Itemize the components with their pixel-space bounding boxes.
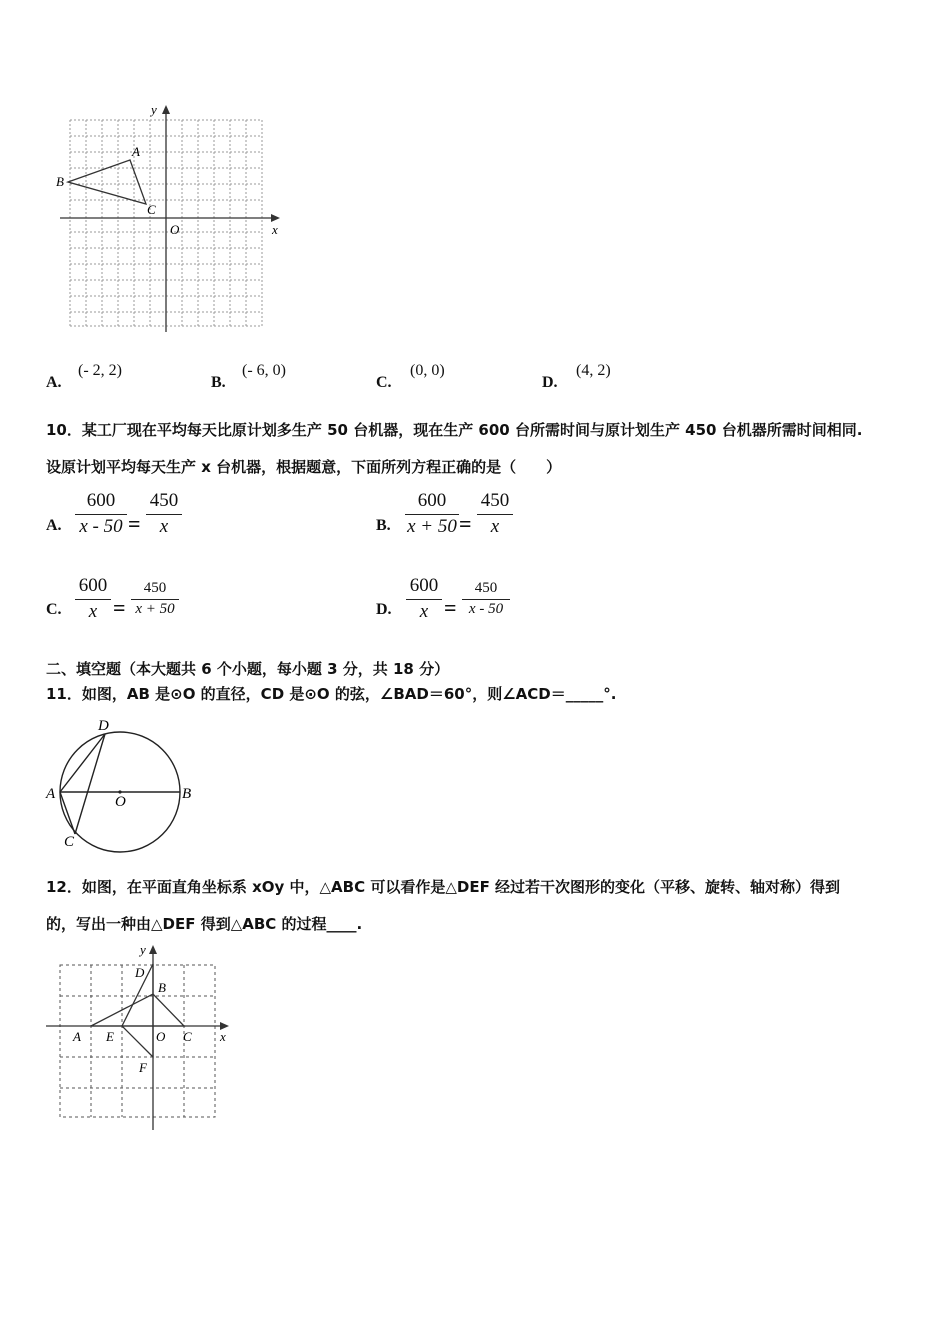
- fraction-numerator: 600: [75, 575, 111, 600]
- q10-option-a-equals: =: [128, 511, 141, 536]
- point-e-label: E: [106, 1029, 114, 1044]
- fraction-denominator: x - 50: [468, 601, 504, 617]
- fraction-denominator: x + 50: [407, 516, 457, 537]
- q10-option-c-left-fraction: [75, 575, 111, 623]
- point-b-label: B: [56, 174, 64, 189]
- point-a-label: A: [46, 786, 56, 802]
- fraction-numerator: 600: [75, 490, 127, 515]
- point-c-label: C: [147, 202, 156, 217]
- q10-text-line1: 10．某工厂现在平均每天比原计划多生产 50 台机器，现在生产 600 台所需时间与原计划生产 450 台机器所需时间相同.: [46, 421, 863, 439]
- fraction-denominator: x + 50: [135, 601, 175, 617]
- q10-option-d-left-fraction: [406, 575, 442, 623]
- q12-grid-figure: [40, 940, 240, 1135]
- q12-text-line1: 12．如图，在平面直角坐标系 xOy 中，△ABC 可以看作是△DEF 经过若干次图形的变化（平移、旋转、轴对称）得到: [46, 878, 841, 896]
- q10-text-line2: 设原计划平均每天生产 x 台机器，根据题意，下面所列方程正确的是（ ）: [46, 458, 562, 476]
- point-a-label: A: [73, 1029, 81, 1044]
- point-b-label: B: [158, 980, 166, 995]
- fraction-numerator: 600: [406, 575, 442, 600]
- q12-text-line2: 的，写出一种由△DEF 得到△ABC 的过程____.: [46, 915, 363, 933]
- y-axis-label: y: [140, 942, 146, 957]
- q10-option-d-label: D.: [376, 601, 392, 618]
- q9-option-c-value: (0, 0): [410, 362, 445, 379]
- origin-label: O: [156, 1029, 166, 1044]
- point-b-label: B: [182, 786, 192, 802]
- q9-option-b-value: (- 6, 0): [242, 362, 286, 379]
- q10-option-c-equals: =: [113, 595, 126, 620]
- center-o-label: O: [115, 794, 126, 810]
- point-c-label: C: [183, 1029, 192, 1044]
- fraction-numerator: 450: [146, 490, 182, 515]
- fraction-denominator: x: [159, 516, 169, 537]
- q9-option-d-label: D.: [542, 374, 558, 391]
- q10-option-b-left-fraction: [405, 490, 459, 538]
- fraction-denominator: x: [88, 601, 98, 622]
- x-axis-label: x: [272, 222, 278, 237]
- point-c-label: C: [64, 834, 75, 850]
- point-f-label: F: [139, 1060, 147, 1075]
- fraction-numerator: 450: [131, 580, 179, 600]
- q9-option-d-value: (4, 2): [576, 362, 611, 379]
- q9-grid-figure: [50, 100, 290, 340]
- point-a-label: A: [132, 144, 140, 159]
- q10-option-b-equals: =: [459, 511, 472, 536]
- q10-option-b-right-fraction: [477, 490, 513, 538]
- fraction-numerator: 450: [477, 490, 513, 515]
- q9-option-c-label: C.: [376, 374, 392, 391]
- q10-option-c-right-fraction: [131, 580, 179, 618]
- q11-text: 11．如图，AB 是⊙O 的直径，CD 是⊙O 的弦，∠BAD＝60°，则∠ACD＝_____°.: [46, 685, 617, 703]
- fraction-numerator: 450: [462, 580, 510, 600]
- origin-label: O: [170, 222, 180, 237]
- fraction-denominator: x: [419, 601, 429, 622]
- q10-option-a-left-fraction: [75, 490, 127, 538]
- fraction-denominator: x - 50: [79, 516, 123, 537]
- point-d-label: D: [135, 965, 145, 980]
- q10-option-a-label: A.: [46, 517, 62, 534]
- q9-option-a-label: A.: [46, 374, 62, 391]
- point-d-label: D: [98, 718, 109, 734]
- section-title: 二、填空题（本大题共 6 个小题，每小题 3 分，共 18 分）: [46, 660, 450, 678]
- x-axis-label: x: [220, 1029, 226, 1044]
- q10-option-d-right-fraction: [462, 580, 510, 618]
- q9-option-b-label: B.: [211, 374, 226, 391]
- q10-option-a-right-fraction: [146, 490, 182, 538]
- fraction-denominator: x: [490, 516, 500, 537]
- q10-option-d-equals: =: [444, 595, 457, 620]
- q9-option-a-value: (- 2, 2): [78, 362, 122, 379]
- q11-circle-figure: [42, 712, 202, 857]
- q10-option-c-label: C.: [46, 601, 62, 618]
- fraction-numerator: 600: [405, 490, 459, 515]
- q10-option-b-label: B.: [376, 517, 391, 534]
- y-axis-label: y: [151, 102, 157, 117]
